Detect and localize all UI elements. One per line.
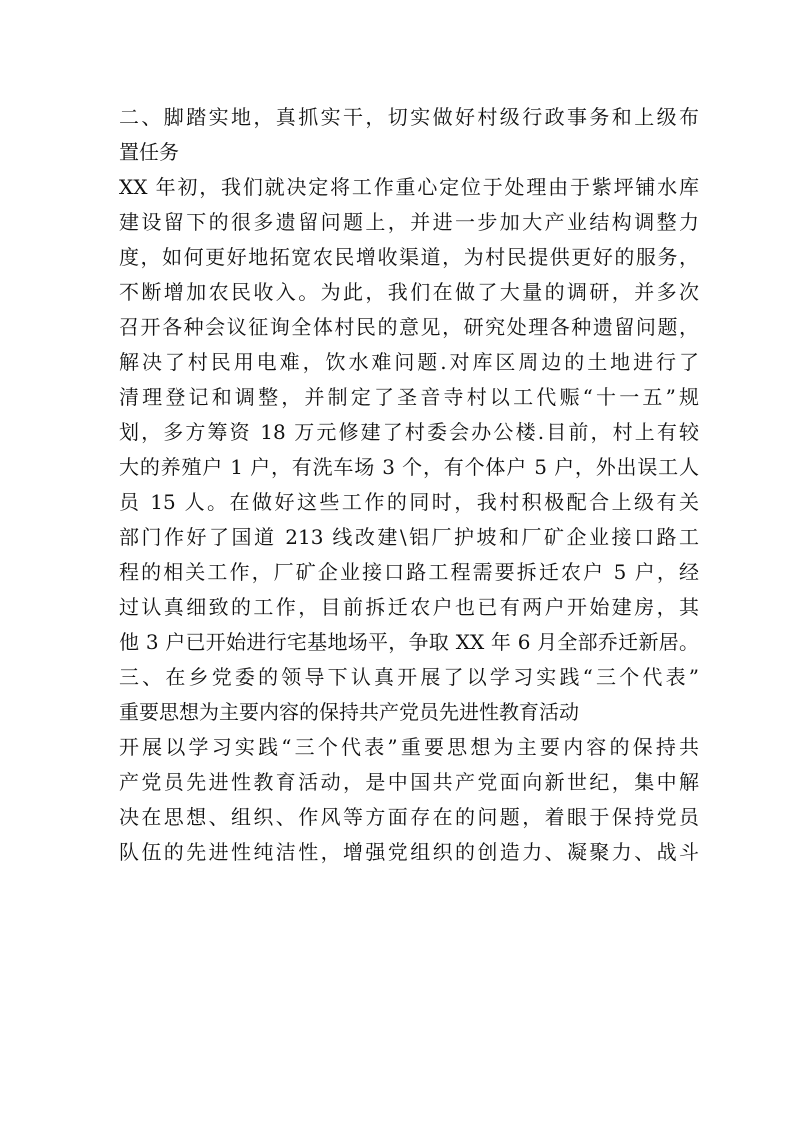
- paragraph-line: 划，多方筹资 18 万元修建了村委会办公楼.目前，村上有较: [119, 420, 699, 444]
- section-two-heading-line-1: 二、脚踏实地，真抓实干，切实做好村级行政事务和上级布: [119, 105, 699, 129]
- paragraph-line: XX 年初，我们就决定将工作重心定位于处理由于紫坪铺水库: [119, 175, 699, 199]
- paragraph-line: 不断增加农民收入。为此，我们在做了大量的调研，并多次: [119, 280, 699, 304]
- paragraph-line: 建设留下的很多遗留问题上，并进一步加大产业结构调整力: [119, 210, 699, 234]
- section-two-heading-line-2: 置任务: [119, 140, 179, 164]
- paragraph-line: 决在思想、组织、作风等方面存在的问题，着眼于保持党员: [119, 805, 699, 829]
- paragraph-line: 解决了村民用电难，饮水难问题.对库区周边的土地进行了: [119, 350, 699, 374]
- paragraph-line: 大的养殖户 1 户，有洗车场 3 个，有个体户 5 户，外出误工人: [119, 455, 699, 479]
- section-three-heading-line-1: 三、在乡党委的领导下认真开展了以学习实践“三个代表”: [119, 665, 699, 689]
- paragraph-line: 过认真细致的工作，目前拆迁农户也已有两户开始建房，其: [119, 595, 699, 619]
- paragraph-line: 产党员先进性教育活动，是中国共产党面向新世纪，集中解: [119, 770, 699, 794]
- paragraph-line: 他 3 户已开始进行宅基地场平，争取 XX 年 6 月全部乔迁新居。: [119, 630, 699, 654]
- section-three-heading-line-2: 重要思想为主要内容的保持共产党员先进性教育活动: [119, 700, 579, 724]
- paragraph-line: 召开各种会议征询全体村民的意见，研究处理各种遗留问题，: [119, 315, 699, 339]
- paragraph-line: 员 15 人。在做好这些工作的同时，我村积极配合上级有关: [119, 490, 699, 514]
- paragraph-line: 部门作好了国道 213 线改建\铝厂护坡和厂矿企业接口路工: [119, 525, 699, 549]
- paragraph-line: 程的相关工作，厂矿企业接口路工程需要拆迁农户 5 户，经: [119, 560, 699, 584]
- paragraph-line: 队伍的先进性纯洁性，增强党组织的创造力、凝聚力、战斗: [119, 840, 699, 864]
- paragraph-line: 清理登记和调整，并制定了圣音寺村以工代赈“十一五”规: [119, 385, 699, 409]
- paragraph-line: 开展以学习实践“三个代表”重要思想为主要内容的保持共: [119, 735, 699, 759]
- paragraph-line: 度，如何更好地拓宽农民增收渠道，为村民提供更好的服务，: [119, 245, 699, 269]
- document-body: [119, 100, 699, 870]
